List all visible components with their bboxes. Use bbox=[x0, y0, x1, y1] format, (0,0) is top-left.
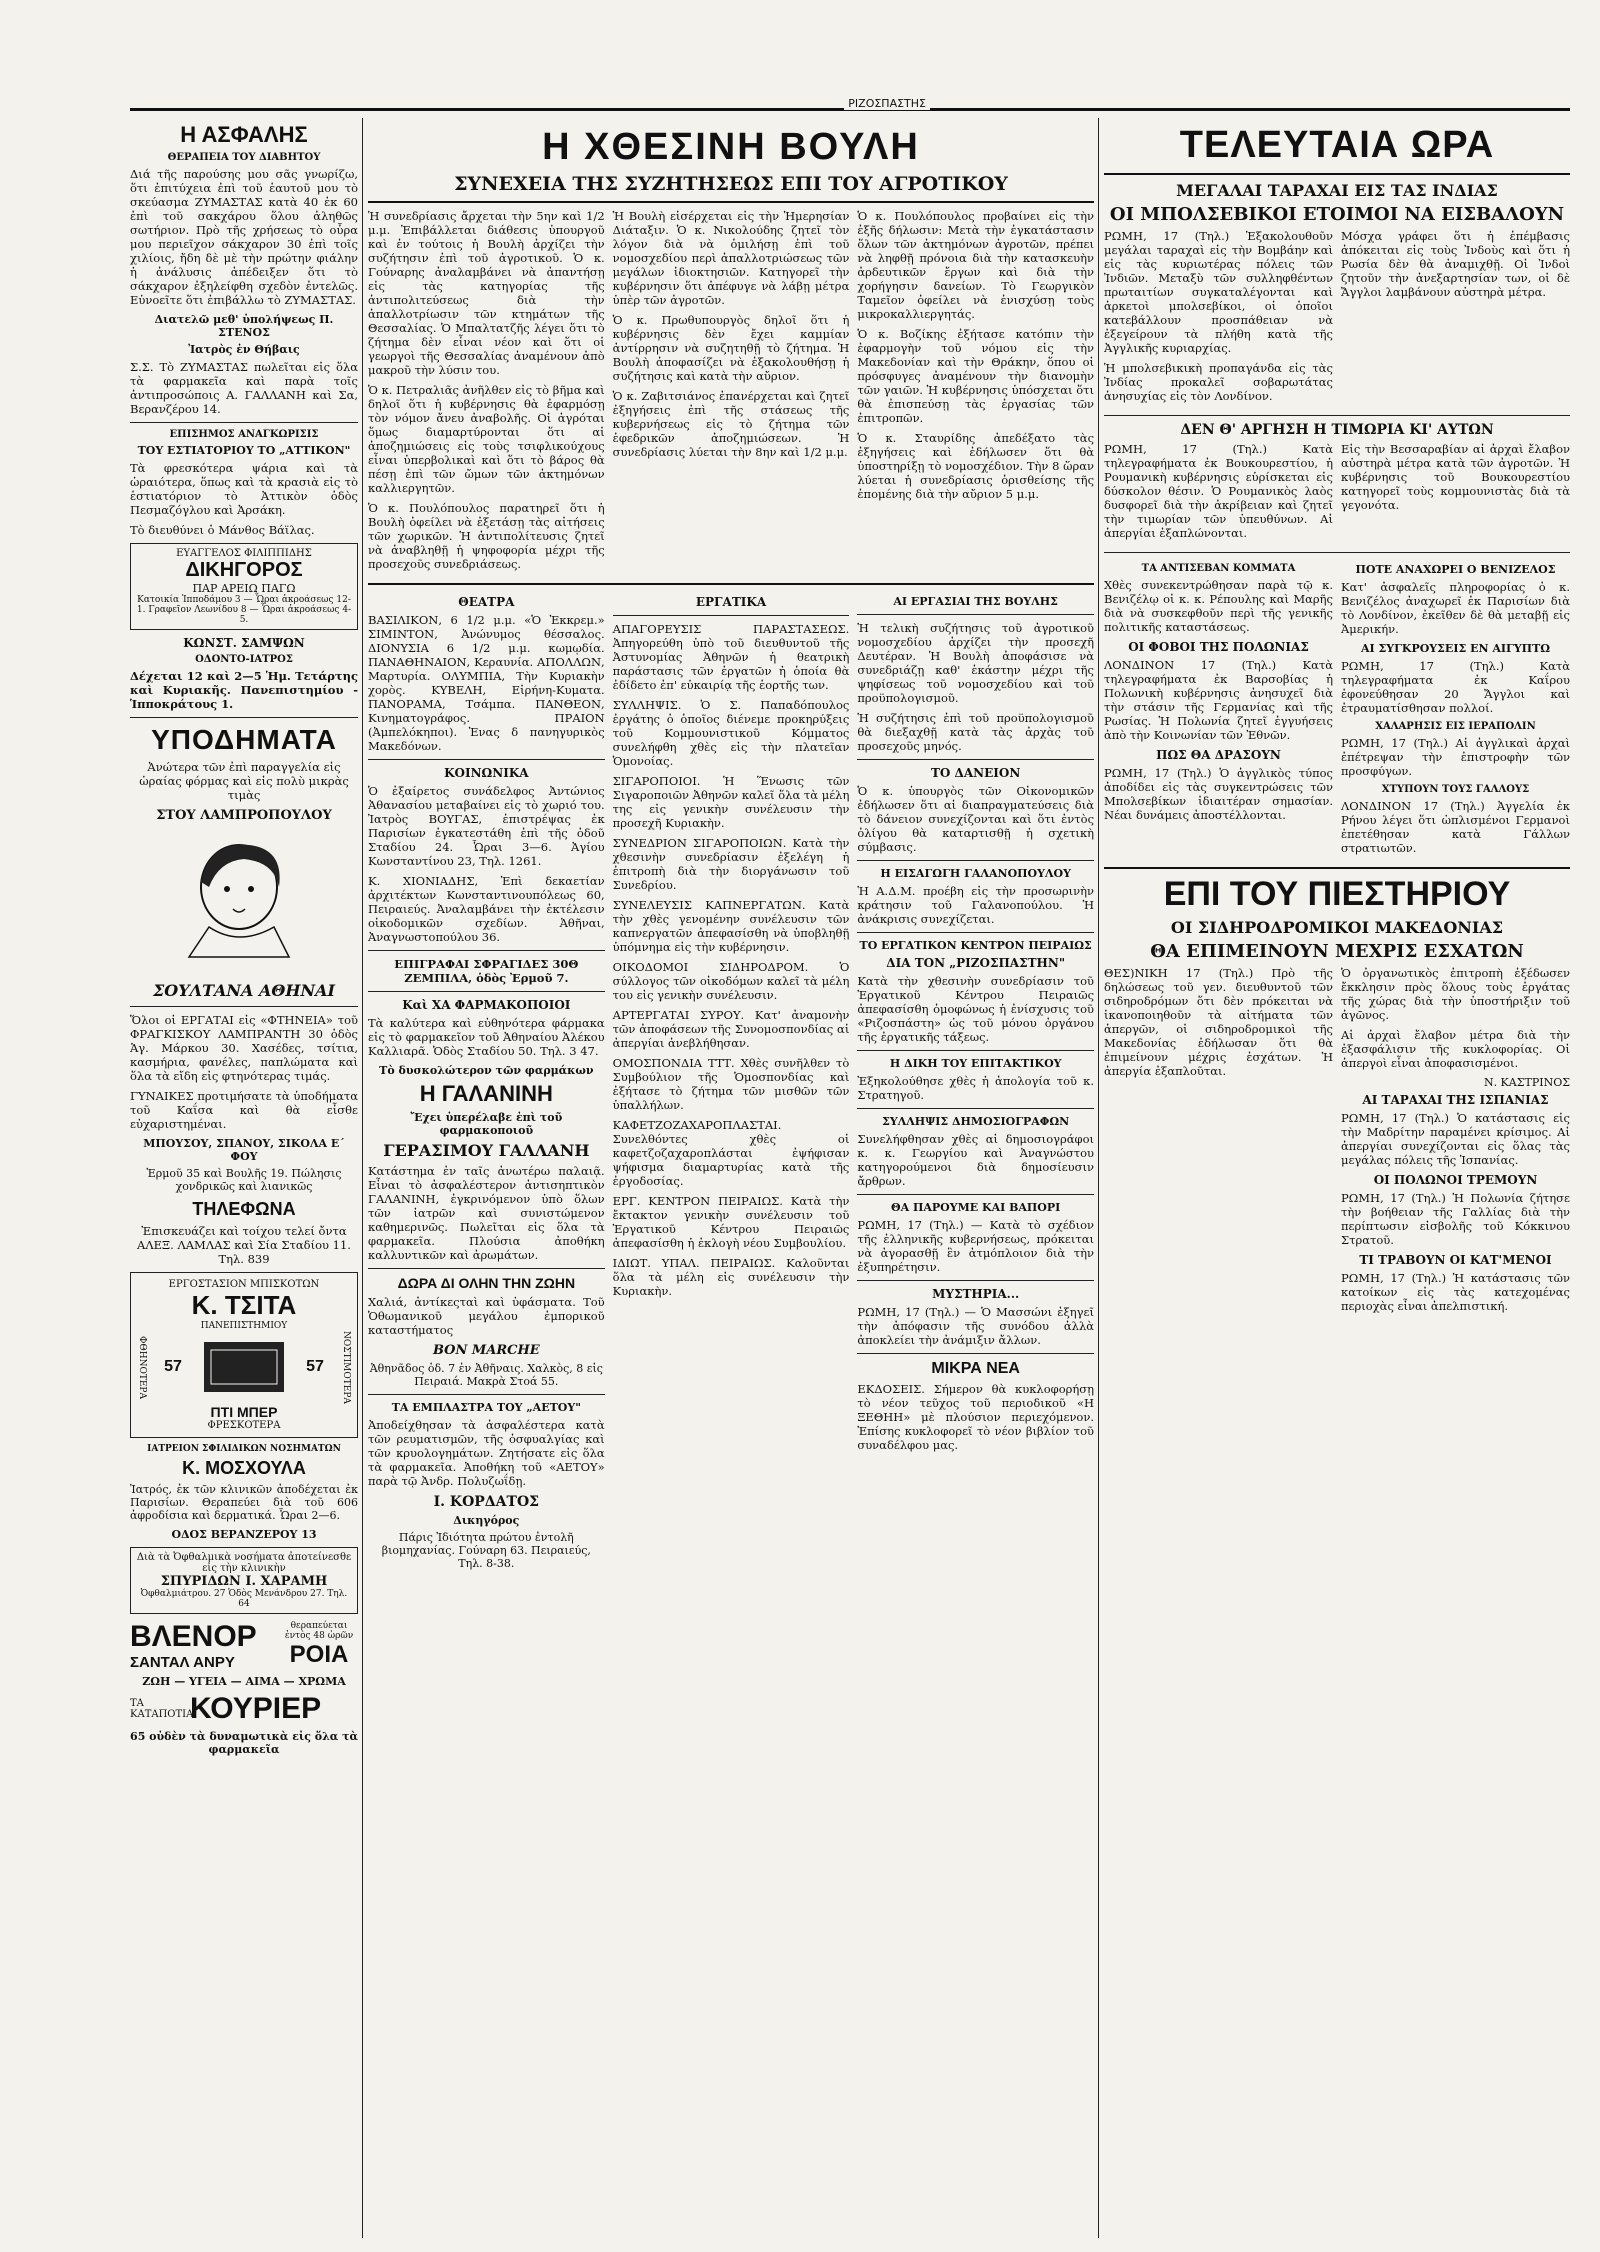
pharmacist-name: ΓΕΡΑΣΙΜΟΥ ΓΑΛΛΑΝΗ bbox=[383, 1141, 590, 1160]
news-text: ΡΩΜΗ, 17 (Τηλ.) — Κατὰ τὸ σχέδιον τῆς ἐλληνικῆς κυβερνήσεως, πρόκειται νὰ ἀγορασθῇ ἓν ἀτμόπλοιον διὰ τὴν ἐξυπηρέτησιν. bbox=[857, 1218, 1094, 1274]
divider bbox=[857, 860, 1094, 861]
pharmacy-text: Κατάστημα ἐν ταῖς ἀνωτέρω παλαιᾷ. Εἶναι τὸ ἀσφαλέστερον ἀντισηπτικὸν ΓΑΛΑΝΙΝΗ, ἐγκρινόμενον ὑπὸ ὅλων τῶν ἰατρῶν καὶ συνιστώμενον καθημερινῶς. Πωλεῖται εἰς ὅλα τὰ φαρμακεῖα. Πλούσια ἀποθήκη καλλυντικῶν καὶ ἀρωμάτων. bbox=[368, 1164, 605, 1262]
news-text: Ὁ κ. ὑπουργὸς τῶν Οἰκονομικῶν ἐδήλωσεν ὅτι αἱ διαπραγματεύσεις διὰ τὸ δάνειον συνεχίζονται καὶ ὅτι ἐντὸς ὀλίγου θὰ καταρτισθῇ ἡ σχετικὴ σύμβασις. bbox=[857, 784, 1094, 854]
lawyer-address: ΠΑΡ ΑΡΕΙΩ ΠΑΓΩ bbox=[192, 582, 296, 595]
workers-ad: Ὅλοι οἱ ΕΡΓΑΤΑΙ εἰς «ΦΤΗΝΕΙΑ» τοῦ ΦΡΑΓΚΙΣΚΟΥ ΛΑΜΠΡΑΝΤΗ 30 ὁδὸς Ἁγ. Μάρκου 30. Χασέδες, τσίτια, κασμήρια, φανέλες, παπλώματα καὶ ὅλα τὰ εἴδη εἰς φτηνότερας τιμάς. bbox=[130, 1013, 358, 1083]
article-paragraph: Ὁ ὀργανωτικὸς ἐπιτροπὴ ἐξέδωσεν ἔκκλησιν πρὸς ὅλους τοὺς ἐργάτας τῆς χώρας διὰ τὴν ὑποστήριξιν τοῦ ἀγῶνος. bbox=[1341, 966, 1570, 1022]
factory-left-label: ΦΘΗΝΟΤΕΡΑ bbox=[137, 1335, 147, 1399]
factory-number: 57 bbox=[164, 1358, 182, 1376]
blenor-title: ΒΛΕΝΟΡ bbox=[130, 1619, 257, 1653]
masthead-label: ΡΙΖΟΣΠΑΣΤΗΣ bbox=[844, 97, 930, 110]
shoes-shop: ΣΤΟΥ ΛΑΜΠΡΟΠΟΥΛΟΥ bbox=[156, 808, 332, 823]
dentist-text: Δέχεται 12 καὶ 2—5 Ἡμ. Τετάρτης καὶ Κυριακῆς. Πανεπιστημίου - Ἱπποκράτους 1. bbox=[130, 669, 358, 711]
pharmacy-head: Καὶ ΧΑ ΦΑΡΜΑΚΟΠΟΙΟΙ bbox=[402, 998, 571, 1012]
ad-text: Τὰ φρεσκότερα ψάρια καὶ τὰ ὡραιότερα, ὅπως καὶ τὰ κρασιὰ εἰς τὸ ἑστιατόριον τὸ Ἀττικὸν ὁδὸς Πεσμαζόγλου καὶ Ἀρσάκη. bbox=[130, 461, 358, 517]
main-subheadline: ΣΥΝΕΧΕΙΑ ΤΗΣ ΣΥΖΗΤΗΣΕΩΣ ΕΠΙ ΤΟΥ ΑΓΡΟΤΙΚΟΥ bbox=[454, 173, 1008, 195]
news-head: ΧΑΛΑΡΗΣΙΣ ΕΙΣ ΙΕΡΑΠΟΛΙΝ bbox=[1375, 721, 1536, 732]
article-paragraph: Ὁ κ. Πουλόπουλος παρατηρεῖ ὅτι ἡ Βουλὴ ὀφείλει νὰ ἐξετάσῃ τὰς αἰτήσεις τῶν χωρικῶν. Ἡ ἀντιπολίτευσις ζητεῖ νὰ ἀναβληθῇ ἡ ψηφοφορία μέχρι τῆς προσεχοῦς συνεδριάσεως. bbox=[368, 501, 605, 571]
workers-item: ΑΡΤΕΡΓΑΤΑΙ ΣΥΡΟΥ. Κατ' ἀναμονὴν τῶν ἀποφάσεων τῆς Συνομοσπονδίας αἱ ἀπεργίαι ἀνεβλήθησαν. bbox=[612, 1008, 850, 1050]
workers-item: ΟΙΚΟΔΟΜΟΙ ΣΙΔΗΡΟΔΡΟΜ. Ὁ σύλλογος τῶν οἰκοδόμων καλεῖ τὰ μέλη του εἰς γενικὴν συνέλευσιν. bbox=[612, 960, 850, 1002]
eye-clinic-ad bbox=[130, 1547, 358, 1614]
divider bbox=[368, 1394, 605, 1395]
workers-item: ΕΡΓ. ΚΕΝΤΡΟΝ ΠΕΙΡΑΙΩΣ. Κατὰ τὴν ἔκτακτον γενικὴν συνέλευσιν τοῦ Ἐργατικοῦ Κέντρου Πειραιῶς ἀπεφασίσθη ἡ ἐκλογὴ νέου Συμβουλίου. bbox=[612, 1194, 850, 1250]
divider bbox=[857, 614, 1094, 615]
social-text: Ὁ ἐξαίρετος συνάδελφος Ἀντώνιος Ἀθανασίου μεταβαίνει εἰς τὸ χωριό του. Ἰατρὸς ΒΟΥΓΑΣ, ἐπιστρέψας ἐκ Παρισίων ἐγκατεστάθη ἐπὶ τῆς ὁδοῦ Σταδίου 24. Ὧραι 3—6. Ἀγίου Κωνσταντίνου 23, Τηλ. 1261. bbox=[368, 784, 605, 868]
parliament-section bbox=[368, 118, 1094, 2238]
news-text: Ἐξηκολούθησε χθὲς ἡ ἀπολογία τοῦ κ. Στρατηγοῦ. bbox=[857, 1074, 1094, 1102]
divider bbox=[1104, 867, 1570, 869]
news-head: ΟΙ ΦΟΒΟΙ ΤΗΣ ΠΟΛΩΝΙΑΣ bbox=[1128, 640, 1309, 654]
article-paragraph: Εἰς τὴν Βεσσαραβίαν αἱ ἀρχαὶ ἔλαβον αὐστηρὰ μέτρα κατὰ τῶν ἀγροτῶν. Ἡ κυβέρνησις τοῦ Βουκουρεστίου κατηγορεῖ τοὺς κομμουνιστὰς διὰ τὰ γεγονότα. bbox=[1341, 442, 1570, 512]
news-text: ΡΩΜΗ, 17 (Τηλ.) Κατὰ τηλεγραφήματα ἐκ Καΐρου ἐφονεύθησαν 20 Ἄγγλοι καὶ ἐτραυματίσθησαν πολλοί. bbox=[1341, 659, 1570, 715]
pharmacy-product: Η ΓΑΛΑΝΙΝΗ bbox=[419, 1081, 553, 1106]
lawyer-name: Ι. ΚΟΡΔΑΤΟΣ bbox=[433, 1494, 540, 1510]
news-text: ΡΩΜΗ, 17 (Τηλ.) Ὁ ἀγγλικὸς τύπος ἀποδίδει εἰς τὰς συγκεντρώσεις τῶν Μπολσεβίκων ἰδιαιτέραν σημασίαν. Νέαι δυνάμεις ἀποστέλλονται. bbox=[1104, 766, 1333, 822]
lawyer-title: ΔΙΚΗΓΟΡΟΣ bbox=[185, 559, 303, 581]
phones-title: ΤΗΛΕΦΩΝΑ bbox=[192, 1199, 296, 1219]
divider bbox=[857, 1194, 1094, 1195]
kourier-prefix: ΤΑ ΚΑΤΑΠΟΤΙΑ bbox=[130, 1697, 194, 1720]
news-text: Ἡ συζήτησις ἐπὶ τοῦ προϋπολογισμοῦ θὰ διεξαχθῇ κατὰ τὰς ἀρχὰς τοῦ προσεχοῦς μηνός. bbox=[857, 711, 1094, 753]
divider bbox=[1104, 415, 1570, 416]
clinic-address: ΟΔΟΣ ΒΕΡΑΝΖΕΡΟΥ 13 bbox=[171, 1527, 317, 1541]
divider bbox=[857, 1353, 1094, 1354]
news-text: ΡΩΜΗ, 17 (Τηλ.) Ἡ Πολωνία ζήτησε τὴν βοήθειαν τῆς Γαλλίας διὰ τὴν περίπτωσιν εἰσβολῆς τοῦ Κόκκινου Στρατοῦ. bbox=[1341, 1191, 1570, 1247]
kourier-line: ΖΩΗ — ΥΓΕΙΑ — ΑΙΜΑ — ΧΡΩΜΑ bbox=[142, 1674, 346, 1688]
woman-portrait-illustration bbox=[149, 827, 339, 977]
factory-right-label: ΝΟΣΤΙΜΟΤΕΡΑ bbox=[340, 1331, 351, 1404]
court-headline: ΕΠΙ ΤΟΥ ΠΙΕΣΤΗΡΙΟΥ bbox=[1163, 875, 1511, 913]
court-subheadline: ΟΙ ΣΙΔΗΡΟΔΡΟΜΙΚΟΙ ΜΑΚΕΔΟΝΙΑΣ bbox=[1170, 918, 1504, 937]
women-ad: ΓΥΝΑΙΚΕΣ προτιμήσατε τὰ ὑποδήματα τοῦ Καΐσα καὶ θὰ εἶσθε εὐχαριστημέναι. bbox=[130, 1089, 358, 1131]
divider bbox=[1104, 173, 1570, 175]
article-paragraph: Μόσχα γράφει ὅτι ἡ ἐπέμβασις ἀπόκειται εἰς τοὺς Ἰνδοὺς καὶ ὅτι ἡ Ρωσία δὲν θὰ ἀναμιχθῇ. Οἱ Ἰνδοὶ ζητοῦν τὴν ἀνεξαρτησίαν των, οἱ δὲ Ἄγγλοι λαμβάνουν αὐστηρὰ μέτρα. bbox=[1341, 229, 1570, 299]
ad-title: ΕΠΙΣΗΜΟΣ ΑΝΑΓΚΩΡΙΣΙΣ bbox=[169, 429, 319, 440]
main-headline: Η ΧΘΕΣΙΝΗ ΒΟΥΛΗ bbox=[542, 126, 920, 168]
factory-title: ΕΡΓΟΣΤΑΣΙΟΝ ΜΠΙΣΚΟΤΩΝ bbox=[168, 1279, 320, 1290]
news-text: ΛΟΝΔΙΝΟΝ 17 (Τηλ.) Ἀγγελία ἐκ Ρήνου λέγει ὅτι ὡπλισμένοι Γερμανοὶ ἐπετέθησαν κατὰ Γάλλων στρατιωτῶν. bbox=[1341, 799, 1570, 855]
news-text: Ἡ τελικὴ συζήτησις τοῦ ἀγροτικοῦ νομοσχεδίου ἀρχίζει τὴν προσεχῆ Δευτέραν. Ἡ Βουλὴ ἀποφάσισε νὰ συνεδριάζῃ καθ' ἑκάστην μέχρι τῆς ψηφίσεως τοῦ νομοσχεδίου καὶ τοῦ προϋπολογισμοῦ. bbox=[857, 621, 1094, 705]
aetos-text: Ἀποδείχθησαν τὰ ἀσφαλέστερα κατὰ τῶν ρευματισμῶν, τῆς ὀσφυαλγίας καὶ τῶν κρυολογημάτων. Ζητήσατε εἰς ὅλα τὰ φαρμακεῖα. Ἀποθήκη τοῦ «ΑΕΤΟΥ» παρὰ τῷ Ἀνδρ. Πολυζωΐδῃ. bbox=[368, 1418, 605, 1488]
workers-head: ΕΡΓΑΤΙΚΑ bbox=[695, 595, 767, 609]
latest-subheadline: ΜΕΓΑΛΑΙ ΤΑΡΑΧΑΙ ΕΙΣ ΤΑΣ ΙΝΔΙΑΣ bbox=[1176, 181, 1498, 200]
dentist-name: ΚΩΝΣΤ. ΣΑΜΨΩΝ bbox=[183, 636, 305, 650]
gift-head: ΔΩΡΑ ΔΙ ΟΛΗΝ ΤΗΝ ΖΩΗΝ bbox=[397, 1275, 576, 1291]
news-head: ΜΥΣΤΗΡΙΑ... bbox=[932, 1287, 1020, 1301]
ad-signature-title: Ἰατρὸς ἐν Θήβαις bbox=[188, 343, 300, 356]
divider bbox=[368, 201, 1094, 203]
article-paragraph: ΡΩΜΗ, 17 (Τηλ.) Ἐξακολουθοῦν μεγάλαι ταραχαὶ εἰς τὴν Βομβάην καὶ εἰς τὰς κυριωτέρας πόλεις τῶν Ἰνδιῶν. Μεταξὺ τῶν συλληφθέντων πρωταιτίων συγκαταλέγονται καὶ ἀρκετοὶ μπολσεβίκοι, οἱ ὁποῖοι κατεβάλλουν προσπάθειαν νὰ ἐξεγείρουν τὰ πλήθη κατὰ τῆς Ἀγγλικῆς κυριαρχίας. bbox=[1104, 229, 1333, 355]
news-text: ΕΚΔΟΣΕΙΣ. Σήμερον θὰ κυκλοφορήσῃ τὸ νέον τεῦχος τοῦ περιοδικοῦ «Η ΞΕΘΗΗ» μὲ πλούσιον περιεχόμενον. Ἐπίσης κυκλοφορεῖ τὸ νέον βιβλίον τοῦ συναδέλφου μας. bbox=[857, 1382, 1094, 1452]
biscuit-factory-ad bbox=[130, 1272, 358, 1438]
news-text: ΛΟΝΔΙΝΟΝ 17 (Τηλ.) Κατὰ τηλεγραφήματα ἐκ Βαρσοβίας ἡ Πολωνικὴ κυβέρνησις ἀνησυχεῖ διὰ τὴν στάσιν τῆς Γερμανίας καὶ τῆς Ρωσίας. Ἡ Πολωνία ζητεῖ ἐγγυήσεις ἀπὸ τὴν Κοινωνίαν τῶν Ἐθνῶν. bbox=[1104, 658, 1333, 742]
news-text: Χθὲς συνεκεντρώθησαν παρὰ τῷ κ. Βενιζέλῳ οἱ κ. κ. Ρέπουλης καὶ Μαρῆς διὰ νὰ συσκεφθοῦν περὶ τῆς γενικῆς πολιτικῆς καταστάσεως. bbox=[1104, 578, 1333, 634]
news-text: ΡΩΜΗ, 17 (Τηλ.) Ἡ κατάστασις τῶν κατοίκων εἰς τὰς κατεχομένας περιοχὰς εἶναι ἀπελπιστική. bbox=[1341, 1271, 1570, 1313]
aetos-head: ΤΑ ΕΜΠΛΑΣΤΡΑ ΤΟΥ „ΑΕΤΟΥ" bbox=[391, 1401, 581, 1414]
article-paragraph: Αἱ ἀρχαὶ ἔλαβον μέτρα διὰ τὴν ἐξασφάλισιν τῆς κυκλοφορίας. Οἱ ἀπεργοὶ εἶναι ἀποφασισμένοι. bbox=[1341, 1028, 1570, 1070]
stamps-ad: ΕΠΙΓΡΑΦΑΙ ΣΦΡΑΓΙΔΕΣ 30Θ ΖΕΜΠΙΛΑ, ὁδὸς Ἐρμοῦ 7. bbox=[394, 957, 579, 985]
article-paragraph: Ἡ μπολσεβικικὴ προπαγάνδα εἰς τὰς Ἰνδίας προκαλεῖ σοβαρωτάτας ἀνησυχίας εἰς τὸν Λονδίνον. bbox=[1104, 361, 1333, 403]
pharmacy-caption: Τὸ δυσκολώτερον τῶν φαρμάκων bbox=[379, 1064, 594, 1077]
news-text: Κατὰ τὴν χθεσινὴν συνεδρίασιν τοῦ Ἐργατικοῦ Κέντρου Πειραιῶς ἀπεφασίσθη ὁμοφώνως ἡ ἐνίσχυσις τοῦ «Ριζοσπάστη» ὡς τοῦ μόνου ὀργάνου τῆς ἐργατικῆς τάξεως. bbox=[857, 974, 1094, 1044]
news-head: ΑΙ ΕΡΓΑΣΙΑΙ ΤΗΣ ΒΟΥΛΗΣ bbox=[893, 595, 1058, 608]
notices-column bbox=[368, 591, 605, 1576]
news-head: ΑΙ ΣΥΓΚΡΟΥΣΕΙΣ ΕΝ ΑΙΓΥΠΤΩ bbox=[1360, 642, 1551, 655]
coffee-ad: ΜΠΟΥΣΟΥ, ΣΠΑΝΟΥ, ΣΙΚΟΛΑ Ε΄ ΦΟΥ bbox=[143, 1137, 345, 1163]
blenor-subtitle: ΣΑΝΤΑΛ ΑΝΡΥ bbox=[130, 1653, 235, 1671]
article-column bbox=[368, 209, 605, 577]
gift-shop: BON MARCHE bbox=[432, 1343, 540, 1358]
phones-text: Ἐπισκευάζει καὶ τοίχου τελεί ὄντα ΑΛΕΞ. ΛΑΜΛΑΣ καὶ Σία Σταδίου 11. Τηλ. 839 bbox=[137, 1224, 351, 1266]
divider bbox=[857, 932, 1094, 933]
shoes-logo: ΣΟΥΛΤΑΝΑ ΑΘΗΝΑΙ bbox=[152, 981, 335, 1000]
left-ads-column bbox=[130, 118, 358, 2238]
divider bbox=[130, 1006, 358, 1007]
article-signature: Ν. ΚΑΣΤΡΙΝΟΣ bbox=[1483, 1076, 1570, 1089]
news-text: Ἡ Α.Δ.Μ. προέβη εἰς τὴν προσωρινὴν κράτησιν τοῦ Γαλανοπούλου. Ἡ ἀνάκρισις συνεχίζεται. bbox=[857, 884, 1094, 926]
article-paragraph: Ὁ κ. Πουλόπουλος προβαίνει εἰς τὴν ἑξῆς δήλωσιν: Μετὰ τὴν ἐγκατάστασιν ὅλων τῶν ἀκτημόνων ἀγροτῶν, πρέπει νὰ ληφθῇ πρόνοια διὰ τὴν κατασκευὴν ἀρδευτικῶν ἔργων καὶ διὰ τὴν χορήγησιν δανείων. Τὸ Γεωργικὸν Ταμεῖον ὀφείλει νὰ ἐνισχύσῃ τοὺς μικροκαλλιεργητάς. bbox=[857, 209, 1094, 321]
theatres-head: ΘΕΑΤΡΑ bbox=[458, 595, 515, 609]
pharmacy-text: Τὰ καλύτερα καὶ εὐθηνότερα φάρμακα εἰς τὸ φαρμακεῖον τοῦ Ἀθηναίου Ἀλέκου Καλλιαρᾶ. Ὁδὸς Σταδίου 50. Τηλ. 3 47. bbox=[368, 1016, 605, 1058]
workers-item: ΣΥΝΕΛΕΥΣΙΣ ΚΑΠΝΕΡΓΑΤΩΝ. Κατὰ τὴν χθὲς γενομένην συνέλευσιν τῶν καπνεργατῶν ἀπεφασίσθη νὰ ὑποβληθῇ ὑπόμνημα εἰς τὴν κυβέρνησιν. bbox=[612, 898, 850, 954]
article-column bbox=[1104, 442, 1333, 546]
divider bbox=[368, 950, 605, 951]
pharmacy-caption: Ἔχει ὑπερέλαβε ἐπὶ τοῦ φαρμακοποιοῦ bbox=[410, 1111, 563, 1137]
workers-item: ΣΥΝΕΔΡΙΟΝ ΣΙΓΑΡΟΠΟΙΩΝ. Κατὰ τὴν χθεσινὴν συνεδρίασιν ἐξελέγη ἡ ἐπιτροπὴ διὰ τὴν διοργάνωσιν τοῦ Συνεδρίου. bbox=[612, 836, 850, 892]
ad-title: Η ΑΣΦΑΛΗΣ bbox=[180, 122, 308, 147]
news-head: Η ΕΙΣΑΓΩΓΗ ΓΑΛΑΝΟΠΟΥΛΟΥ bbox=[880, 867, 1071, 880]
factory-number: 57 bbox=[306, 1358, 324, 1376]
lawyer-name: ΕΥΑΓΓΕΛΟΣ ΦΙΛΙΠΠΙΔΗΣ bbox=[176, 548, 312, 559]
workers-item: ΟΜΟΣΠΟΝΔΙΑ ΤΤΤ. Χθὲς συνῆλθεν τὸ Συμβούλιον τῆς Ὁμοσπονδίας καὶ ἐξήτασε τὸ ζήτημα τῶν μισθῶν τῶν ὑπαλλήλων. bbox=[612, 1056, 850, 1112]
ad-signature: Διατελῶ μεθ' ὑπολήψεως Π. ΣΤΕΝΟΣ bbox=[154, 313, 334, 339]
news-head: Η ΔΙΚΗ ΤΟΥ ΕΠΙΤΑΚΤΙΚΟΥ bbox=[889, 1057, 1062, 1070]
news-text: Συνελήφθησαν χθὲς αἱ δημοσιογράφοι κ. κ. Γεωργίου καὶ Ἀναγνώστου κατηγορούμενοι διὰ δημοσίευσιν ἄρθρων. bbox=[857, 1132, 1094, 1188]
gift-text: Χαλιά, ἀντίκεςταὶ καὶ ὑφάσματα. Τοῦ Ὁθωμανικοῦ μεγάλου ἐμπορικοῦ καταστήματος bbox=[368, 1295, 605, 1337]
news-column bbox=[857, 591, 1094, 1576]
news-text: ΡΩΜΗ, 17 (Τηλ.) Αἱ ἀγγλικαὶ ἀρχαὶ ἐπέτρεψαν τὴν ἐπιστροφὴν τῶν προσφύγων. bbox=[1341, 736, 1570, 778]
workers-item: ΣΥΛΛΗΨΙΣ. Ὁ Σ. Παπαδόπουλος ἐργάτης ὁ ὁποῖος διένεμε προκηρύξεις τοῦ Κομμουνιστικοῦ Κόμματος συνελήφθη χθὲς εἰς τὴν πλατεῖαν Ὁμονοίας. bbox=[612, 698, 850, 768]
news-head: ΠΟΤΕ ΑΝΑΧΩΡΕΙ Ο ΒΕΝΙΖΕΛΟΣ bbox=[1355, 563, 1556, 576]
article-column bbox=[1104, 229, 1333, 409]
news-text: ΡΩΜΗ, 17 (Τηλ.) — Ὁ Μασσώνι ἐξηγεῖ τὴν ἀπόφασιν τῆς συνόδου ἀλλὰ ἀποκλείει τὴν ἀνάμιξιν ἄλλων. bbox=[857, 1305, 1094, 1347]
article-paragraph: Ὁ κ. Σταυρίδης ἀπεδέξατο τὰς ἐξηγήσεις καὶ ἐδήλωσεν ὅτι θὰ ὑποστηρίξῃ τὸ νομοσχέδιον. Τὴν 8 ὥραν λύεται ἡ συνεδρίασις ὁρισθείσης τῆς ἑπομένης διὰ τὴν αὔριον 5 μ.μ. bbox=[857, 431, 1094, 501]
news-head: ΑΙ ΤΑΡΑΧΑΙ ΤΗΣ ΙΣΠΑΝΙΑΣ bbox=[1362, 1093, 1549, 1107]
eye-address: Ὀφθαλμιάτρου. 27 Ὁδὸς Μενάνδρου 27. Τηλ. 64 bbox=[140, 1588, 348, 1609]
news-subhead: ΔΙΑ ΤΟΝ „ΡΙΖΟΣΠΑΣΤΗΝ" bbox=[886, 956, 1066, 970]
divider bbox=[368, 991, 605, 992]
ad-text: Τὸ διευθύνει ὁ Μάνθος Βάϊλας. bbox=[130, 523, 315, 537]
article-column bbox=[1341, 966, 1570, 1319]
article-paragraph: Ἡ Βουλὴ εἰσέρχεται εἰς τὴν Ἡμερησίαν Διάταξιν. Ὁ κ. Νικολούδης ζητεῖ τὸν λόγον διὰ νὰ ὁμιλήσῃ ἐπὶ τοῦ νομοσχεδίου περὶ ἀπαλλοτριώσεως τῶν μεγάλων ἰδιοκτησιῶν. Κατηγορεῖ τὴν κυβέρνησιν ὅτι ἀπέφυγε νὰ λάβῃ μέτρα ὑπὲρ τῶν ἀγροτῶν. bbox=[612, 209, 850, 307]
divider bbox=[130, 422, 358, 423]
news-head: ΟΙ ΠΟΛΩΝΟΙ ΤΡΕΜΟΥΝ bbox=[1373, 1173, 1538, 1187]
news-head: ΤΑ ΑΝΤΙΣΕΒΑΝ ΚΟΜΜΑΤΑ bbox=[1141, 563, 1296, 574]
factory-address: ΠΑΝΕΠΙΣΤΗΜΙΟΥ bbox=[200, 1321, 288, 1331]
article-paragraph: Ὁ κ. Πετραλιᾶς ἀνῆλθεν εἰς τὸ βῆμα καὶ δηλοῖ ὅτι ἡ κυβέρνησις θὰ ἐφαρμόσῃ τὸν νόμον ἄνευ ἀναβολῆς. Οἱ ἀγρόται ὅμως διαμαρτύρονται ὅτι αἱ ἀποζημιώσεις εἰς τοὺς τσιφλικούχους εἶναι ὑπερβολικαὶ καὶ ὅτι τὸ βάρος θὰ πέσῃ ἐπὶ τῶν ὤμων τῶν ἀκτημόνων καλλιεργητῶν. bbox=[368, 383, 605, 495]
article-column bbox=[1341, 229, 1570, 409]
divider bbox=[368, 759, 605, 760]
workers-item: ΙΔΙΩΤ. ΥΠΑΛ. ΠΕΙΡΑΙΩΣ. Καλοῦνται ὅλα τὰ μέλη εἰς συνέλευσιν τὴν Κυριακὴν. bbox=[612, 1256, 850, 1298]
blenor-note: θεραπεύεται ἐντὸς 48 ὡρῶν bbox=[284, 1621, 354, 1642]
divider bbox=[1104, 552, 1570, 553]
divider bbox=[613, 615, 850, 616]
article-column bbox=[1104, 966, 1333, 1319]
gift-address: Ἀθηνᾶδος ὁδ. 7 ἐν Ἀθῆναις. Χαλκὸς, 8 εἰς Πειραιά. Μακρὰ Στοά 55. bbox=[369, 1362, 603, 1388]
divider bbox=[857, 1108, 1094, 1109]
lawyer-address: Πάρις Ἰδιότητα πρώτου ἐντολῆ βιομηχανίας. Γούναρη 63. Πειραιεύς, Τηλ. 8-38. bbox=[381, 1531, 591, 1570]
article-paragraph: Ὁ κ. Πρωθυπουργὸς δηλοῖ ὅτι ἡ κυβέρνησις δὲν ἔχει καμμίαν ἀντίρρησιν νὰ συζητηθῇ τὸ ζήτημα. Ἡ Βουλὴ ἀποφασίζει νὰ ἐξακολουθήσῃ ἡ συζήτησις καὶ κατὰ τὴν αὔριον. bbox=[612, 313, 850, 383]
column-rule bbox=[362, 118, 363, 2238]
divider bbox=[368, 583, 1094, 585]
workers-item: ΣΙΓΑΡΟΠΟΙΟΙ. Ἡ Ἕνωσις τῶν Σιγαροποιῶν Ἀθηνῶν καλεῖ ὅλα τὰ μέλη της εἰς γενικὴν συνέλευσιν τὴν προσεχῆ Κυριακὴν. bbox=[612, 774, 850, 830]
court-subheadline: ΘΑ ΕΠΙΜΕΙΝΟΥΝ ΜΕΧΡΙΣ ΕΣΧΑΤΩΝ bbox=[1150, 941, 1524, 962]
factory-bottom-label: ΦΡΕΣΚΟΤΕΡΑ bbox=[207, 1419, 281, 1431]
news-head: ΣΥΛΛΗΨΙΣ ΔΗΜΟΣΙΟΓΡΑΦΩΝ bbox=[882, 1115, 1070, 1128]
article-paragraph: Ἡ συνεδρίασις ἄρχεται τὴν 5ην καὶ 1/2 μ.μ. Ἐπιβάλλεται διάθεσις ὑπουργοῦ καὶ ἐν τούτοις ἡ Βουλὴ ἀρχίζει τὴν συζήτησιν ἐπὶ τοῦ ἀγροτικοῦ. Ὁ κ. Γούναρης ἀναλαμβάνει νὰ ἀπαντήσῃ εἰς τὰς κατηγορίας τῆς ἀντιπολιτεύσεως διὰ τὴν ἀπαλλοτρίωσιν τῶν κτημάτων τῆς Θεσσαλίας. Ὁ Μπαλτατζῆς λέγει ὅτι τὸ ζήτημα δὲν εἶναι νέον καὶ ὅτι οἱ γεωργοὶ τῆς Θεσσαλίας ἀναμένουν ἀπὸ μακροῦ τὴν λύσιν του. bbox=[368, 209, 605, 377]
article-paragraph: Ὁ κ. Ζαβιτσιάνος ἐπανέρχεται καὶ ζητεῖ ἐξηγήσεις ἐπὶ τῆς στάσεως τῆς κυβερνήσεως εἰς τὸ ζήτημα τῶν ἐφεδρικῶν ἀποζημιώσεων. Ἡ συνεδρίασις λύεται τὴν 8ην καὶ 1/2 μ.μ. bbox=[612, 389, 850, 459]
coffee-address: Ἑρμοῦ 35 καὶ Βουλῆς 19. Πώλησις χονδρικῶς καὶ λιανικῶς bbox=[146, 1167, 342, 1193]
factory-name: Κ. ΤΣΙΤΑ bbox=[191, 1290, 297, 1320]
lawyer-hours: Κατοικία Ἱπποδάμου 3 — Ὧραι ἀκροάσεως 12-1. Γραφεῖον Λεωνίδου 8 — Ὧραι ἀκροάσεως 4-5. bbox=[136, 595, 352, 625]
divider bbox=[368, 1268, 605, 1269]
news-head: ΧΤΥΠΟΥΝ ΤΟΥΣ ΓΑΛΛΟΥΣ bbox=[1381, 784, 1530, 795]
kourier-text: 65 οὐδὲν τὰ δυναμωτικὰ εἰς ὅλα τὰ φαρμακεῖα bbox=[130, 1729, 358, 1756]
clinic-name: Κ. ΜΟΣΧΟΥΛΑ bbox=[182, 1457, 306, 1478]
blenor-side: ΡΟΙΑ bbox=[289, 1641, 349, 1669]
biscuit-box-icon bbox=[199, 1332, 289, 1402]
ad-text: Διά τῆς παρούσης μου σᾶς γνωρίζω, ὅτι ἐπιτύχεια ἐπὶ τοῦ ἑαυτοῦ μου τὸ σκεύασμα ΖΥΜΑΣΤΑΣ κατὰ 40 ἐκ 60 ἐπὶ τοῦ σακχάρου ὅλου ἀληθῶς σωτήριον. Πρὸ τῆς χρήσεως τὸ οὖρα μου περιεῖχον σάκχαρον 30 ἐπὶ τοῖς χιλίοις, ἤδη δὲ μὲ τὴν πρώτην φιάλην ἡ ἀνάλυσις ἀπέδειξεν ὅτι τὸ σάκχαρον ἐξηλείφθη σχεδὸν ἐντελῶς. Εὐνοεῖτε ὅτι ἐπιβάλλω τὸ ΖΥΜΑΣΤΑΣ. bbox=[130, 167, 358, 307]
theatres-text: ΒΑΣΙΛΙΚΟΝ, 6 1/2 μ.μ. «Ὁ Ἐκκρεμ.» ΣΙΜΙΝΤΟΝ, Ἀνώνυμος θέσσαλος. ΔΙΟΝΥΣΙΑ 6 1/2 μ.μ. κωμῳδία. ΠΑΝΑΘΗΝΑΙΟΝ, Κεραυνία. ΑΠΟΛΛΩΝ, Μαρτυρία. ΟΛΥΜΠΙΑ, Τὴν Κυριακὴν χορὸς. ΚΥΒΕΛΗ, Εἰρήνη-Κυματα. ΠΑΝΟΡΑΜΑ, Τσάμπα. ΠΑΝΘΕΟΝ, Κινηματογράφος. ΠΡΑΙΟΝ (Ἀμπελόκηποι). Ἐνας δ πανηγυρικὸς Μακεδόνων. bbox=[368, 613, 605, 753]
workers-item: ΑΠΑΓΟΡΕΥΣΙΣ ΠΑΡΑΣΤΑΣΕΩΣ. Ἀπηγορεύθη ὑπὸ τοῦ διευθυντοῦ τῆς Ἀστυνομίας Ἀθηνῶν ἡ θεατρικὴ παράστασις τῶν ἐργατῶν ἡ ὁποία θὰ ἐδίδετο ἐπ' εὐκαιρίᾳ τῆς ἑορτῆς των. bbox=[612, 622, 850, 692]
news-head: ΤΟ ΕΡΓΑΤΙΚΟΝ ΚΕΝΤΡΟΝ ΠΕΙΡΑΙΩΣ bbox=[859, 939, 1092, 952]
ad-note: Σ.Σ. Τὸ ΖΥΜΑΣΤΑΣ πωλεῖται εἰς ὅλα τὰ φαρμακεῖα καὶ παρὰ τοῖς ἀντιπροσώποις Α. ΓΑΛΛΑΝΗ καὶ Σα, Βερανζέρου 14. bbox=[130, 360, 358, 416]
divider bbox=[857, 759, 1094, 760]
eye-text: Διὰ τὰ Ὀφθαλμικὰ νοσήματα ἀποτείνεσθε εἰς τὴν κλινικὴν bbox=[136, 1551, 352, 1574]
workers-item: ΚΑΦΕΤΖΟΖΑΧΑΡΟΠΛΑΣΤΑΙ. Συνελθόντες χθὲς οἱ καφετζοζαχαροπλάσται ἐψήφισαν ψήφισμα διαμαρτυρίας κατὰ τῆς ἐργοδοσίας. bbox=[612, 1118, 850, 1188]
news-head: ΤΙ ΤΡΑΒΟΥΝ ΟΙ ΚΑΤ'ΜΕΝΟΙ bbox=[1359, 1253, 1552, 1267]
news-column bbox=[1341, 559, 1570, 861]
article-column bbox=[1341, 442, 1570, 546]
factory-brand: ΠΤΙ ΜΠΕΡ bbox=[210, 1403, 278, 1420]
news-text: Κατ' ἀσφαλεῖς πληροφορίας ὁ κ. Βενιζέλος ἀναχωρεῖ ἐκ Παρισίων διὰ τὸ Λονδίνον, ἐκεῖθεν δὲ θὰ μεταβῇ εἰς Ἀμερικήν. bbox=[1341, 580, 1570, 636]
eye-name: ΣΠΥΡΙΔΩΝ Ι. ΧΑΡΑΜΗ bbox=[160, 1573, 328, 1589]
column-rule bbox=[1098, 118, 1099, 2238]
news-column bbox=[1104, 559, 1333, 861]
ad-subtitle: ΤΟΥ ΕΣΤΙΑΤΟΡΙΟΥ ΤΟ „ΑΤΤΙΚΟΝ" bbox=[137, 444, 351, 457]
social-head: ΚΟΙΝΩΝΙΚΑ bbox=[444, 766, 529, 780]
article-paragraph: ΡΩΜΗ, 17 (Τηλ.) Κατὰ τηλεγραφήματα ἐκ Βουκουρεστίου, ἡ Ρουμανικὴ κυβέρνησις εὑρίσκεται εἰς δύσκολον θέσιν. Ὁ Ρουμανικὸς λαὸς δυσφορεῖ διὰ τὴν ἀκρίβειαν καὶ ζητεῖ τὴν τιμωρίαν τῶν ὑπευθύνων. Αἱ ἀπεργίαι ἐξαπλώνονται. bbox=[1104, 442, 1333, 540]
latest-news-section bbox=[1104, 118, 1570, 2238]
shoes-text: Ἀνώτερα τῶν ἐπὶ παραγγελία εἰς ὡραίας φόρμας καὶ εἰς πολὺ μικρὰς τιμὰς bbox=[139, 760, 349, 802]
latest-headline: ΤΕΛΕΥΤΑΙΑ ΩΡΑ bbox=[1179, 124, 1495, 166]
ad-subtitle: ΘΕΡΑΠΕΙΑ ΤΟΥ ΔΙΑΒΗΤΟΥ bbox=[167, 152, 321, 163]
news-head: ΜΙΚΡΑ ΝΕΑ bbox=[931, 1360, 1020, 1377]
article-column bbox=[613, 209, 850, 577]
clinic-title: ΙΑΤΡΕΙΟΝ ΣΦΙΛΙΔΙΚΩΝ ΝΟΣΗΜΑΤΩΝ bbox=[147, 1443, 341, 1454]
latest-subheadline: ΟΙ ΜΠΟΛΣΕΒΙΚΟΙ ΕΤΟΙΜΟΙ ΝΑ ΕΙΣΒΑΛΟΥΝ bbox=[1109, 204, 1565, 225]
lawyer-title: Δικηγόρος bbox=[453, 1514, 520, 1527]
article-column bbox=[857, 209, 1094, 577]
social-text: Κ. ΧΙΟΝΙΑΔΗΣ, Ἑπὶ δεκαετίαν ἀρχιτέκτων Κωνσταντινουπόλεως 60, Πειραιεύς. Ἀναλαμβάνει τὴν ἐκτέλεσιν οἰκοδομικῶν σχεδίων. Ἀθῆναι, Ἀναγνωστοπούλου 36. bbox=[368, 874, 605, 944]
divider bbox=[857, 1050, 1094, 1051]
clinic-text: Ἰατρός, ἐκ τῶν κλινικῶν ἀποδέχεται ἐκ Παρισίων. Θεραπεύει διὰ τοῦ 606 ἀφροδίσια καὶ δερματικά. Ὧραι 2—6. bbox=[130, 1482, 358, 1522]
shoes-title: ΥΠΟΔΗΜΑΤΑ bbox=[151, 724, 337, 755]
divider bbox=[130, 717, 358, 718]
article-paragraph: Ὁ κ. Βοζίκης ἐξήτασε κατόπιν τὴν ἐφαρμογὴν τοῦ νόμου εἰς τὴν Μακεδονίαν καὶ τὴν Θράκην, ὅπου οἱ πρόσφυγες ἀναμένουν τὴν διανομὴν τῶν γαιῶν. Ἡ κυβέρνησις ὑπόσχεται ὅτι θὰ ἐπισπεύσῃ τὰς ἐργασίας τῶν ἐπιτροπῶν. bbox=[857, 327, 1094, 425]
news-head: ΘΑ ΠΑΡΟΥΜΕ ΚΑΙ ΒΑΠΟΡΙ bbox=[891, 1201, 1061, 1214]
kourier-title: ΚΟΥΡΙΕΡ bbox=[190, 1691, 322, 1725]
dentist-title: ΟΔΟΝΤΟ-ΙΑΤΡΟΣ bbox=[195, 654, 293, 665]
workers-column bbox=[613, 591, 850, 1576]
article-paragraph: ΘΕΣ)ΝΙΚΗ 17 (Τηλ.) Πρὸ τῆς δηλώσεως τοῦ γεν. διευθυντοῦ τῶν σιδηροδρόμων ὅτι δὲν πρόκειται νὰ ἱκανοποιηθοῦν τὰ αἰτήματα τῶν ἀπεργῶν, οἱ σιδηροδρομικοὶ τῆς Μακεδονίας ἐδήλωσαν ὅτι θὰ ἐπιμείνουν μέχρις ἐσχάτων. Ἡ ἀπεργία ἐξαπλοῦται. bbox=[1104, 966, 1333, 1078]
news-text: ΡΩΜΗ, 17 (Τηλ.) Ὁ κατάστασις εἰς τὴν Μαδρίτην παραμένει κρίσιμος. Αἱ ἀπεργίαι συνεχίζονται εἰς ὅλας τὰς μεγάλας πόλεις τῆς Ἰσπανίας. bbox=[1341, 1111, 1570, 1167]
news-head: ΔΕΝ Θ' ΑΡΓΗΣΗ Η ΤΙΜΩΡΙΑ ΚΙ' ΑΥΤΩΝ bbox=[1180, 422, 1494, 438]
lawyer-ad bbox=[130, 543, 358, 630]
news-head: ΠΩΣ ΘΑ ΔΡΑΣΟΥΝ bbox=[1156, 748, 1281, 762]
divider bbox=[857, 1280, 1094, 1281]
news-head: ΤΟ ΔΑΝΕΙΟΝ bbox=[931, 766, 1021, 780]
